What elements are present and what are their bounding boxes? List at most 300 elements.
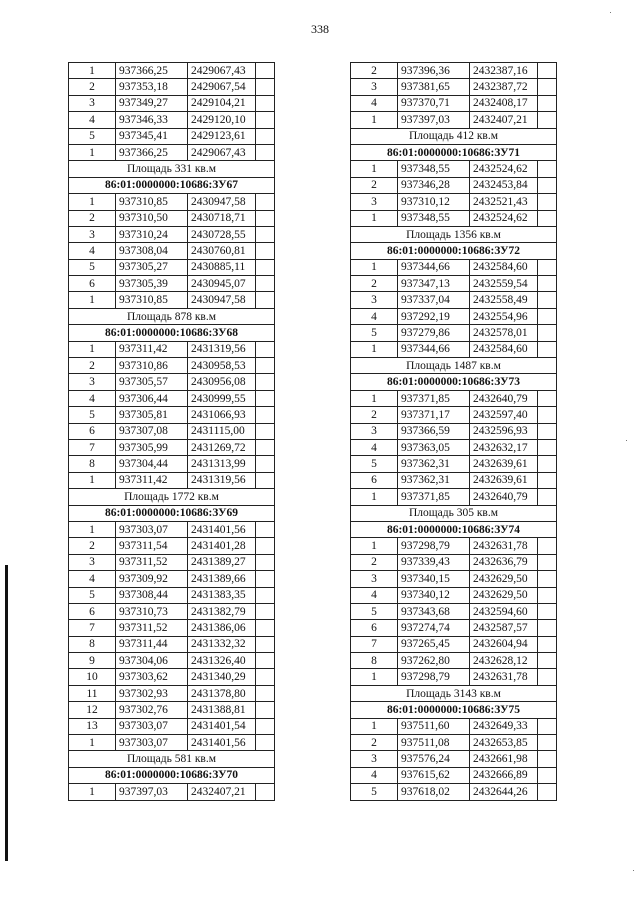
y-coordinate-cell: 2430760,81 bbox=[188, 243, 256, 259]
area-row bbox=[351, 226, 557, 242]
point-number-cell: 3 bbox=[351, 571, 398, 587]
empty-cell bbox=[538, 259, 557, 275]
empty-cell bbox=[256, 636, 275, 652]
empty-cell bbox=[538, 767, 557, 783]
y-coordinate-cell: 2432636,79 bbox=[470, 554, 538, 570]
y-coordinate-cell: 2431383,35 bbox=[188, 587, 256, 603]
empty-cell bbox=[256, 210, 275, 226]
table-row bbox=[351, 767, 557, 783]
empty-cell bbox=[538, 620, 557, 636]
x-coordinate-cell: 937344,66 bbox=[398, 259, 470, 275]
x-coordinate-cell: 937308,44 bbox=[116, 587, 188, 603]
point-number-cell: 1 bbox=[351, 112, 398, 128]
x-coordinate-cell: 937310,73 bbox=[116, 603, 188, 619]
x-coordinate-cell: 937353,18 bbox=[116, 79, 188, 95]
point-number-cell: 4 bbox=[351, 308, 398, 324]
parcel-id: 86:01:0000000:10686:ЗУ69 bbox=[69, 505, 275, 521]
empty-cell bbox=[256, 554, 275, 570]
point-number-cell: 6 bbox=[69, 423, 116, 439]
table-row bbox=[69, 653, 275, 669]
empty-cell bbox=[538, 407, 557, 423]
table-row bbox=[351, 79, 557, 95]
point-number-cell: 5 bbox=[69, 128, 116, 144]
point-number-cell: 1 bbox=[351, 341, 398, 357]
area-row bbox=[69, 161, 275, 177]
y-coordinate-cell: 2432559,54 bbox=[470, 276, 538, 292]
table-row bbox=[69, 702, 275, 718]
y-coordinate-cell: 2432584,60 bbox=[470, 259, 538, 275]
table-row bbox=[69, 538, 275, 554]
table-row bbox=[351, 177, 557, 193]
empty-cell bbox=[538, 489, 557, 505]
x-coordinate-cell: 937371,85 bbox=[398, 390, 470, 406]
x-coordinate-cell: 937345,41 bbox=[116, 128, 188, 144]
table-row bbox=[69, 194, 275, 210]
point-number-cell: 3 bbox=[351, 194, 398, 210]
point-number-cell: 1 bbox=[351, 259, 398, 275]
table-row bbox=[351, 718, 557, 734]
x-coordinate-cell: 937303,62 bbox=[116, 669, 188, 685]
table-row bbox=[69, 243, 275, 259]
empty-cell bbox=[538, 63, 557, 79]
point-number-cell: 6 bbox=[69, 276, 116, 292]
empty-cell bbox=[538, 308, 557, 324]
y-coordinate-cell: 2432628,12 bbox=[470, 653, 538, 669]
area-label: Площадь 878 кв.м bbox=[69, 308, 275, 324]
table-row bbox=[351, 538, 557, 554]
point-number-cell: 5 bbox=[351, 603, 398, 619]
y-coordinate-cell: 2432596,93 bbox=[470, 423, 538, 439]
table-row bbox=[69, 472, 275, 488]
x-coordinate-cell: 937397,03 bbox=[116, 784, 188, 800]
empty-cell bbox=[538, 390, 557, 406]
table-row bbox=[69, 784, 275, 800]
table-row bbox=[69, 128, 275, 144]
x-coordinate-cell: 937615,62 bbox=[398, 767, 470, 783]
table-row bbox=[351, 63, 557, 79]
point-number-cell: 5 bbox=[69, 259, 116, 275]
point-number-cell: 8 bbox=[351, 653, 398, 669]
y-coordinate-cell: 2432578,01 bbox=[470, 325, 538, 341]
empty-cell bbox=[538, 784, 557, 800]
point-number-cell: 3 bbox=[69, 554, 116, 570]
table-row bbox=[69, 63, 275, 79]
table-row bbox=[351, 439, 557, 455]
y-coordinate-cell: 2430945,07 bbox=[188, 276, 256, 292]
empty-cell bbox=[256, 439, 275, 455]
point-number-cell: 1 bbox=[351, 718, 398, 734]
y-coordinate-cell: 2432640,79 bbox=[470, 489, 538, 505]
x-coordinate-cell: 937311,44 bbox=[116, 636, 188, 652]
y-coordinate-cell: 2431386,06 bbox=[188, 620, 256, 636]
empty-cell bbox=[256, 571, 275, 587]
point-number-cell: 1 bbox=[351, 538, 398, 554]
empty-cell bbox=[256, 587, 275, 603]
point-number-cell: 6 bbox=[351, 620, 398, 636]
point-number-cell: 1 bbox=[351, 390, 398, 406]
table-row bbox=[69, 456, 275, 472]
parcel-id: 86:01:0000000:10686:ЗУ72 bbox=[351, 243, 557, 259]
y-coordinate-cell: 2429067,54 bbox=[188, 79, 256, 95]
empty-cell bbox=[256, 358, 275, 374]
point-number-cell: 5 bbox=[69, 407, 116, 423]
point-number-cell: 8 bbox=[69, 456, 116, 472]
point-number-cell: 1 bbox=[69, 521, 116, 537]
table-row bbox=[69, 358, 275, 374]
y-coordinate-cell: 2432587,57 bbox=[470, 620, 538, 636]
x-coordinate-cell: 937304,44 bbox=[116, 456, 188, 472]
point-number-cell: 2 bbox=[351, 554, 398, 570]
empty-cell bbox=[538, 472, 557, 488]
table-row bbox=[351, 341, 557, 357]
empty-cell bbox=[256, 243, 275, 259]
y-coordinate-cell: 2432639,61 bbox=[470, 472, 538, 488]
point-number-cell: 3 bbox=[351, 751, 398, 767]
empty-cell bbox=[256, 620, 275, 636]
parcel-id: 86:01:0000000:10686:ЗУ70 bbox=[69, 767, 275, 783]
parcel-header-row bbox=[69, 177, 275, 193]
table-row bbox=[351, 325, 557, 341]
point-number-cell: 1 bbox=[69, 292, 116, 308]
y-coordinate-cell: 2432629,50 bbox=[470, 587, 538, 603]
empty-cell bbox=[538, 95, 557, 111]
point-number-cell: 2 bbox=[69, 358, 116, 374]
point-number-cell: 2 bbox=[69, 210, 116, 226]
point-number-cell: 13 bbox=[69, 718, 116, 734]
table-row bbox=[69, 390, 275, 406]
empty-cell bbox=[538, 79, 557, 95]
y-coordinate-cell: 2432653,85 bbox=[470, 735, 538, 751]
x-coordinate-cell: 937362,31 bbox=[398, 472, 470, 488]
table-row bbox=[351, 489, 557, 505]
table-row bbox=[351, 95, 557, 111]
y-coordinate-cell: 2430947,58 bbox=[188, 194, 256, 210]
x-coordinate-cell: 937396,36 bbox=[398, 63, 470, 79]
empty-cell bbox=[256, 521, 275, 537]
y-coordinate-cell: 2429067,43 bbox=[188, 63, 256, 79]
y-coordinate-cell: 2431115,00 bbox=[188, 423, 256, 439]
table-row bbox=[69, 669, 275, 685]
y-coordinate-cell: 2430885,11 bbox=[188, 259, 256, 275]
empty-cell bbox=[256, 472, 275, 488]
x-coordinate-cell: 937308,04 bbox=[116, 243, 188, 259]
point-number-cell: 6 bbox=[69, 603, 116, 619]
y-coordinate-cell: 2431319,56 bbox=[188, 341, 256, 357]
table-row bbox=[351, 194, 557, 210]
parcel-id: 86:01:0000000:10686:ЗУ67 bbox=[69, 177, 275, 193]
area-label: Площадь 1487 кв.м bbox=[351, 358, 557, 374]
empty-cell bbox=[256, 603, 275, 619]
table-row bbox=[69, 112, 275, 128]
table-row bbox=[351, 161, 557, 177]
scan-speck bbox=[626, 440, 627, 441]
x-coordinate-cell: 937298,79 bbox=[398, 669, 470, 685]
point-number-cell: 1 bbox=[351, 210, 398, 226]
y-coordinate-cell: 2431319,56 bbox=[188, 472, 256, 488]
x-coordinate-cell: 937346,33 bbox=[116, 112, 188, 128]
empty-cell bbox=[256, 685, 275, 701]
y-coordinate-cell: 2431401,56 bbox=[188, 521, 256, 537]
empty-cell bbox=[256, 784, 275, 800]
point-number-cell: 3 bbox=[351, 423, 398, 439]
point-number-cell: 4 bbox=[351, 95, 398, 111]
point-number-cell: 3 bbox=[351, 79, 398, 95]
table-row bbox=[351, 390, 557, 406]
x-coordinate-cell: 937303,07 bbox=[116, 735, 188, 751]
y-coordinate-cell: 2431332,32 bbox=[188, 636, 256, 652]
x-coordinate-cell: 937371,17 bbox=[398, 407, 470, 423]
empty-cell bbox=[256, 63, 275, 79]
x-coordinate-cell: 937362,31 bbox=[398, 456, 470, 472]
point-number-cell: 2 bbox=[351, 177, 398, 193]
empty-cell bbox=[256, 112, 275, 128]
x-coordinate-cell: 937397,03 bbox=[398, 112, 470, 128]
empty-cell bbox=[538, 439, 557, 455]
empty-cell bbox=[538, 194, 557, 210]
table-row bbox=[69, 144, 275, 160]
point-number-cell: 4 bbox=[69, 243, 116, 259]
table-row bbox=[351, 210, 557, 226]
table-row bbox=[351, 554, 557, 570]
table-row bbox=[351, 112, 557, 128]
point-number-cell: 4 bbox=[351, 587, 398, 603]
x-coordinate-cell: 937265,45 bbox=[398, 636, 470, 652]
area-row bbox=[351, 128, 557, 144]
x-coordinate-cell: 937349,27 bbox=[116, 95, 188, 111]
x-coordinate-cell: 937311,52 bbox=[116, 554, 188, 570]
table-row bbox=[351, 784, 557, 800]
empty-cell bbox=[538, 587, 557, 603]
parcel-header-row bbox=[69, 325, 275, 341]
table-row bbox=[69, 341, 275, 357]
x-coordinate-cell: 937337,04 bbox=[398, 292, 470, 308]
table-row bbox=[69, 587, 275, 603]
empty-cell bbox=[256, 407, 275, 423]
x-coordinate-cell: 937381,65 bbox=[398, 79, 470, 95]
table-row bbox=[351, 308, 557, 324]
empty-cell bbox=[538, 341, 557, 357]
parcel-id: 86:01:0000000:10686:ЗУ73 bbox=[351, 374, 557, 390]
y-coordinate-cell: 2430958,53 bbox=[188, 358, 256, 374]
empty-cell bbox=[256, 128, 275, 144]
x-coordinate-cell: 937305,27 bbox=[116, 259, 188, 275]
empty-cell bbox=[256, 702, 275, 718]
x-coordinate-cell: 937366,25 bbox=[116, 63, 188, 79]
table-row bbox=[69, 439, 275, 455]
x-coordinate-cell: 937310,12 bbox=[398, 194, 470, 210]
parcel-header-row bbox=[69, 505, 275, 521]
point-number-cell: 1 bbox=[351, 489, 398, 505]
x-coordinate-cell: 937302,76 bbox=[116, 702, 188, 718]
point-number-cell: 4 bbox=[69, 571, 116, 587]
table-row bbox=[351, 751, 557, 767]
empty-cell bbox=[256, 456, 275, 472]
table-row bbox=[69, 407, 275, 423]
y-coordinate-cell: 2429104,21 bbox=[188, 95, 256, 111]
y-coordinate-cell: 2432632,17 bbox=[470, 439, 538, 455]
empty-cell bbox=[538, 603, 557, 619]
empty-cell bbox=[538, 538, 557, 554]
point-number-cell: 7 bbox=[69, 620, 116, 636]
x-coordinate-cell: 937309,92 bbox=[116, 571, 188, 587]
area-label: Площадь 1356 кв.м bbox=[351, 226, 557, 242]
x-coordinate-cell: 937363,05 bbox=[398, 439, 470, 455]
empty-cell bbox=[256, 276, 275, 292]
y-coordinate-cell: 2429120,10 bbox=[188, 112, 256, 128]
area-label: Площадь 331 кв.м bbox=[69, 161, 275, 177]
empty-cell bbox=[256, 226, 275, 242]
y-coordinate-cell: 2430999,55 bbox=[188, 390, 256, 406]
y-coordinate-cell: 2432594,60 bbox=[470, 603, 538, 619]
empty-cell bbox=[538, 554, 557, 570]
parcel-id: 86:01:0000000:10686:ЗУ74 bbox=[351, 521, 557, 537]
table-row bbox=[69, 636, 275, 652]
x-coordinate-cell: 937348,55 bbox=[398, 161, 470, 177]
x-coordinate-cell: 937339,43 bbox=[398, 554, 470, 570]
empty-cell bbox=[256, 194, 275, 210]
x-coordinate-cell: 937311,42 bbox=[116, 472, 188, 488]
y-coordinate-cell: 2432629,50 bbox=[470, 571, 538, 587]
empty-cell bbox=[256, 669, 275, 685]
y-coordinate-cell: 2431389,27 bbox=[188, 554, 256, 570]
table-row bbox=[351, 571, 557, 587]
y-coordinate-cell: 2432407,21 bbox=[470, 112, 538, 128]
y-coordinate-cell: 2432604,94 bbox=[470, 636, 538, 652]
x-coordinate-cell: 937305,81 bbox=[116, 407, 188, 423]
x-coordinate-cell: 937370,71 bbox=[398, 95, 470, 111]
point-number-cell: 3 bbox=[69, 374, 116, 390]
x-coordinate-cell: 937302,93 bbox=[116, 685, 188, 701]
table-row bbox=[69, 685, 275, 701]
point-number-cell: 1 bbox=[69, 784, 116, 800]
empty-cell bbox=[538, 735, 557, 751]
x-coordinate-cell: 937511,08 bbox=[398, 735, 470, 751]
y-coordinate-cell: 2429067,43 bbox=[188, 144, 256, 160]
point-number-cell: 9 bbox=[69, 653, 116, 669]
table-row bbox=[351, 407, 557, 423]
x-coordinate-cell: 937366,59 bbox=[398, 423, 470, 439]
point-number-cell: 3 bbox=[69, 226, 116, 242]
empty-cell bbox=[538, 423, 557, 439]
point-number-cell: 1 bbox=[351, 669, 398, 685]
table-row bbox=[69, 95, 275, 111]
table-row bbox=[351, 259, 557, 275]
y-coordinate-cell: 2431340,29 bbox=[188, 669, 256, 685]
empty-cell bbox=[256, 390, 275, 406]
parcel-header-row bbox=[351, 374, 557, 390]
empty-cell bbox=[256, 538, 275, 554]
y-coordinate-cell: 2432524,62 bbox=[470, 210, 538, 226]
y-coordinate-cell: 2432554,96 bbox=[470, 308, 538, 324]
point-number-cell: 12 bbox=[69, 702, 116, 718]
point-number-cell: 4 bbox=[351, 439, 398, 455]
y-coordinate-cell: 2432631,78 bbox=[470, 669, 538, 685]
y-coordinate-cell: 2431389,66 bbox=[188, 571, 256, 587]
y-coordinate-cell: 2432644,26 bbox=[470, 784, 538, 800]
x-coordinate-cell: 937292,19 bbox=[398, 308, 470, 324]
empty-cell bbox=[256, 144, 275, 160]
x-coordinate-cell: 937343,68 bbox=[398, 603, 470, 619]
x-coordinate-cell: 937310,85 bbox=[116, 292, 188, 308]
x-coordinate-cell: 937310,86 bbox=[116, 358, 188, 374]
table-row bbox=[69, 620, 275, 636]
y-coordinate-cell: 2431388,81 bbox=[188, 702, 256, 718]
scan-speck bbox=[633, 870, 634, 871]
table-row bbox=[351, 669, 557, 685]
table-row bbox=[69, 423, 275, 439]
y-coordinate-cell: 2431326,40 bbox=[188, 653, 256, 669]
empty-cell bbox=[538, 292, 557, 308]
x-coordinate-cell: 937347,13 bbox=[398, 276, 470, 292]
parcel-header-row bbox=[351, 702, 557, 718]
x-coordinate-cell: 937306,44 bbox=[116, 390, 188, 406]
scan-artifact-bar bbox=[5, 565, 8, 861]
parcel-header-row bbox=[351, 521, 557, 537]
table-row bbox=[351, 276, 557, 292]
empty-cell bbox=[256, 79, 275, 95]
y-coordinate-cell: 2432631,78 bbox=[470, 538, 538, 554]
table-row bbox=[69, 79, 275, 95]
table-row bbox=[351, 423, 557, 439]
table-row bbox=[351, 292, 557, 308]
empty-cell bbox=[256, 718, 275, 734]
table-row bbox=[69, 735, 275, 751]
empty-cell bbox=[538, 325, 557, 341]
empty-cell bbox=[538, 669, 557, 685]
point-number-cell: 3 bbox=[69, 95, 116, 111]
x-coordinate-cell: 937346,28 bbox=[398, 177, 470, 193]
empty-cell bbox=[538, 161, 557, 177]
point-number-cell: 2 bbox=[69, 538, 116, 554]
x-coordinate-cell: 937310,24 bbox=[116, 226, 188, 242]
point-number-cell: 1 bbox=[69, 144, 116, 160]
empty-cell bbox=[538, 636, 557, 652]
y-coordinate-cell: 2430728,55 bbox=[188, 226, 256, 242]
table-row bbox=[351, 653, 557, 669]
y-coordinate-cell: 2432387,72 bbox=[470, 79, 538, 95]
area-label: Площадь 581 кв.м bbox=[69, 751, 275, 767]
table-row bbox=[351, 603, 557, 619]
x-coordinate-cell: 937366,25 bbox=[116, 144, 188, 160]
x-coordinate-cell: 937511,60 bbox=[398, 718, 470, 734]
point-number-cell: 7 bbox=[351, 636, 398, 652]
parcel-id: 86:01:0000000:10686:ЗУ68 bbox=[69, 325, 275, 341]
x-coordinate-cell: 937303,07 bbox=[116, 521, 188, 537]
x-coordinate-cell: 937348,55 bbox=[398, 210, 470, 226]
empty-cell bbox=[538, 112, 557, 128]
point-number-cell: 1 bbox=[69, 341, 116, 357]
x-coordinate-cell: 937310,50 bbox=[116, 210, 188, 226]
area-row bbox=[69, 489, 275, 505]
point-number-cell: 5 bbox=[351, 456, 398, 472]
table-row bbox=[69, 374, 275, 390]
y-coordinate-cell: 2431382,79 bbox=[188, 603, 256, 619]
y-coordinate-cell: 2431401,28 bbox=[188, 538, 256, 554]
point-number-cell: 5 bbox=[69, 587, 116, 603]
x-coordinate-cell: 937311,42 bbox=[116, 341, 188, 357]
x-coordinate-cell: 937618,02 bbox=[398, 784, 470, 800]
y-coordinate-cell: 2432597,40 bbox=[470, 407, 538, 423]
page-number: 338 bbox=[311, 22, 329, 36]
x-coordinate-cell: 937340,15 bbox=[398, 571, 470, 587]
table-row bbox=[351, 587, 557, 603]
y-coordinate-cell: 2431401,56 bbox=[188, 735, 256, 751]
x-coordinate-cell: 937298,79 bbox=[398, 538, 470, 554]
y-coordinate-cell: 2432649,33 bbox=[470, 718, 538, 734]
y-coordinate-cell: 2431401,54 bbox=[188, 718, 256, 734]
point-number-cell: 2 bbox=[351, 276, 398, 292]
empty-cell bbox=[256, 374, 275, 390]
